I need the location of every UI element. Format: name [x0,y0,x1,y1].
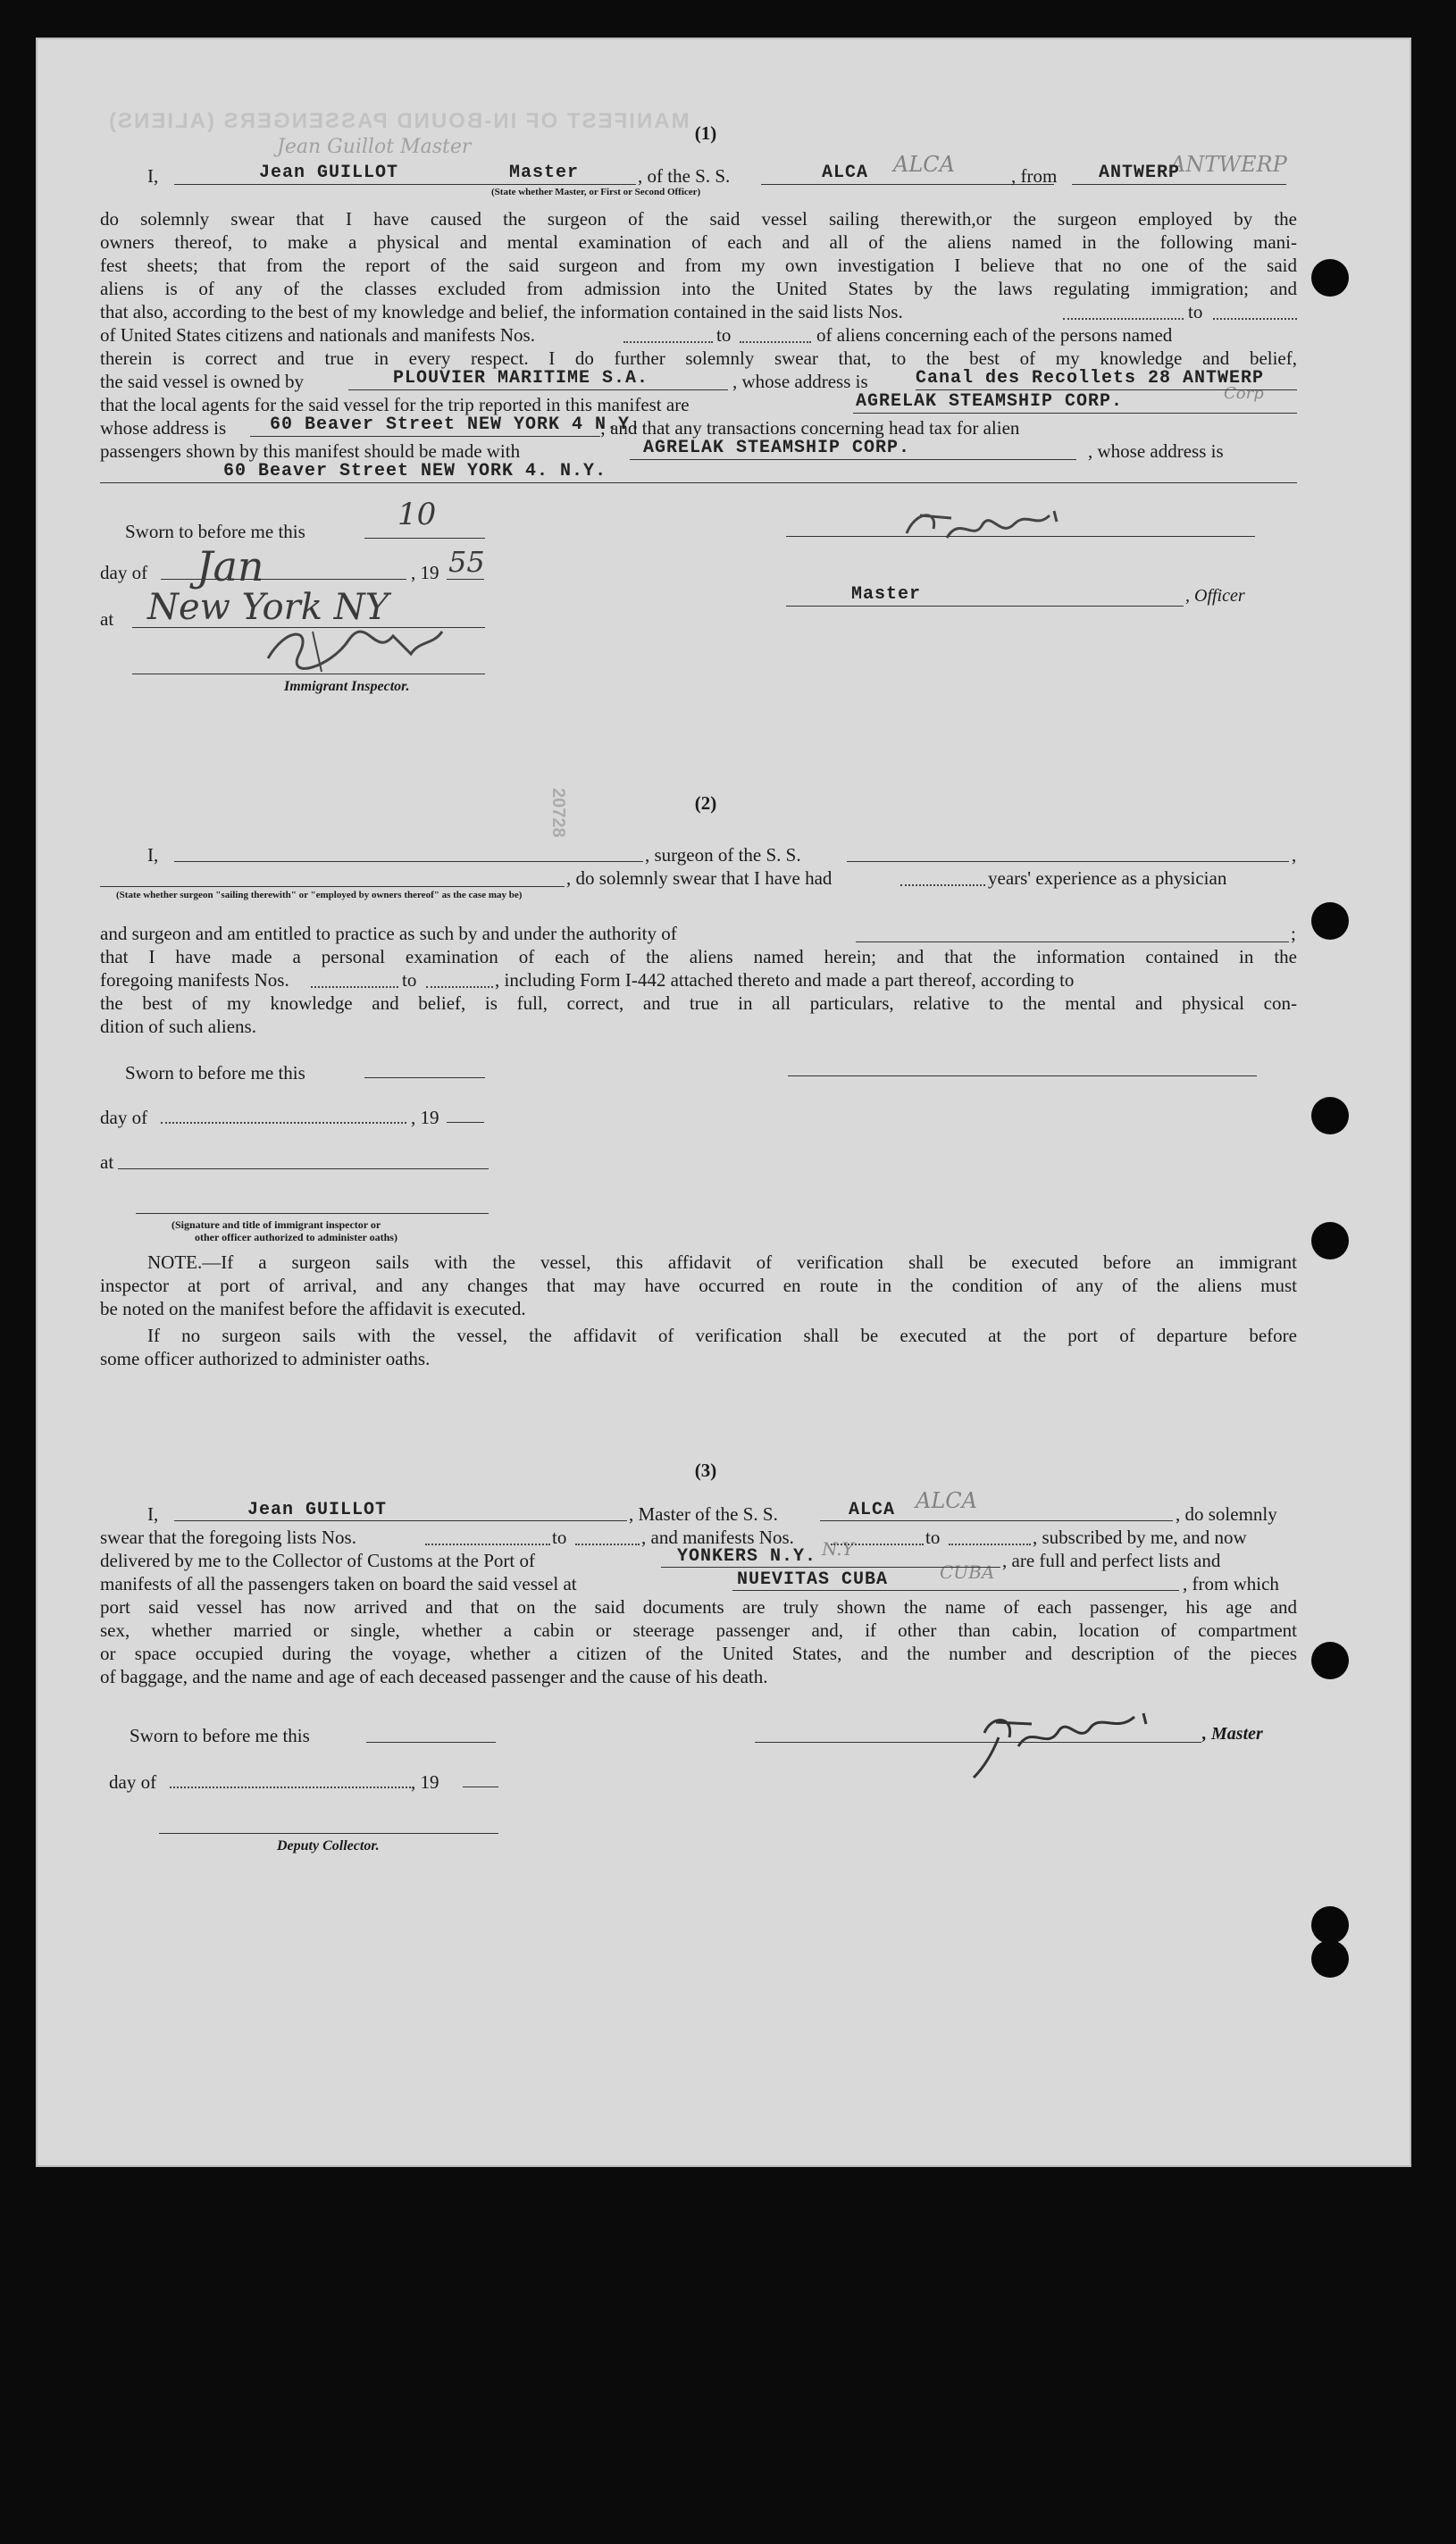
s3-day-of: day of [109,1771,157,1793]
s3-line-1b: to [552,1527,567,1548]
margin-stamp: 20728 [548,788,568,838]
s3-from-port-annotation: CUBA [940,1561,995,1583]
s1-name-line [174,184,636,185]
manifest-page [36,38,1411,2167]
s1-vessel-annotation: ALCA [893,152,955,177]
s3-sworn-day-line [366,1742,496,1743]
punch-hole [1311,1940,1349,1978]
s3-line-5: sex, whether married or single, whether a cabin or steerage passenger and, if other than cabin, location of compartment [100,1619,1297,1641]
s1-master-title-line [786,606,1184,607]
s1-sworn-day: 10 [397,497,437,532]
s1-line-5b: to [1188,301,1203,322]
s2-line-3c: , including Form I-442 attached thereto and made a part thereof, according to [495,969,1075,991]
punch-hole [1311,1906,1349,1944]
s2-vessel-line [847,861,1289,862]
s2-note-1: NOTE.—If a surgeon sails with the vessel, this affidavit of verification shall be executed before an immigrant [147,1251,1297,1273]
s3-line-1c: , and manifests Nos. [641,1527,794,1548]
s2-note-3: be noted on the manifest before the affidavit is executed. [100,1298,526,1319]
s3-lists-to-line [575,1544,640,1545]
s3-line-2b: , are full and perfect lists and [1002,1550,1221,1571]
s1-port-line [1072,184,1286,185]
punch-hole [1311,1097,1349,1134]
s1-at-place: New York NY [147,587,389,628]
section-2-number: (2) [694,792,717,814]
s1-port: ANTWERP [1099,163,1181,183]
punch-hole [1311,1222,1349,1259]
s2-state-note: (State whether surgeon "sailing therewith" or "employed by owners thereof" as the case may be) [116,890,523,900]
s3-port: YONKERS N.Y. [677,1546,817,1567]
s2-officer-line [136,1213,489,1214]
s1-line-7: therein is correct and true in every respect. I do further solemnly swear that, to the best of my knowledge and belief, [100,347,1297,369]
s2-line-5: dition of such aliens. [100,1016,256,1037]
s2-year: , 19 [411,1107,439,1128]
s2-status-line [100,886,565,887]
s1-tax-address: 60 Beaver Street NEW YORK 4. N.Y. [223,461,607,481]
s3-line-1e: , subscribed by me, and now [1033,1527,1247,1548]
s2-line-3a: foregoing manifests Nos. [100,969,289,991]
section-1-number: (1) [694,122,717,144]
s3-line-3b: , from which [1183,1573,1279,1594]
s3-manifests-to-line [949,1544,1031,1545]
s1-agent-line [853,413,1297,414]
s1-rank-note: (State whether Master, or First or Second Officer) [491,187,701,197]
s1-lists-to-line [1213,318,1297,320]
section-3-number: (3) [694,1460,717,1481]
s1-rank: Master [509,163,580,183]
s1-of-ss: , of the S. S. [638,165,731,187]
s1-line-10a: whose address is [100,417,227,439]
s3-master-of: , Master of the S. S. [629,1503,778,1525]
s3-name-line [174,1520,627,1521]
s2-line-2: that I have made a personal examination of each of the aliens named herein; and that the information contained in the [100,946,1297,967]
s1-year: 55 [448,545,485,579]
s3-vessel: ALCA [849,1500,896,1520]
s2-surgeon-of: , surgeon of the S. S. [645,844,801,866]
s1-inspector-label: Immigrant Inspector. [284,679,410,694]
s2-note-4: If no surgeon sails with the vessel, the affidavit of verification shall be executed at the port of departure before [147,1325,1297,1346]
s1-line-11b: , whose address is [1088,440,1224,462]
s2-year-line [447,1122,484,1123]
s2-manifests-to-line [426,986,493,988]
s1-agent: AGRELAK STEAMSHIP CORP. [856,391,1124,412]
s3-vessel-annotation: ALCA [916,1488,977,1513]
s1-line-3: fest sheets; that from the report of the said surgeon and from my own investigation I believe that no one of the said [100,255,1297,276]
s2-month-line [161,1122,406,1124]
s1-agent-annotation: Corp [1224,384,1264,403]
s3-sworn: Sworn to before me this [130,1725,310,1746]
s3-line-4: port said vessel has now arrived and that on the said documents are truly shown the name of each passenger, his age and [100,1596,1297,1618]
s2-sig-note-2: other officer authorized to administer oaths) [195,1231,397,1243]
s3-year: , 19 [411,1771,439,1793]
s1-line-1: do solemnly swear that I have caused the surgeon of the said vessel sailing therewith,or the surgeon employed by the [100,208,1297,230]
s3-deputy-label: Deputy Collector. [277,1838,380,1854]
s1-line-4: aliens is of any of the classes excluded from admission into the United States by the laws regulating immigration; and [100,278,1297,299]
s3-from-port-line [732,1590,1179,1591]
s1-line-6a: of United States citizens and nationals and manifests Nos. [100,324,535,346]
s2-line-1-end: ; [1291,923,1296,944]
s1-i: I, [147,165,159,187]
s1-owner-address: Canal des Recollets 28 ANTWERP [916,368,1265,389]
s1-line-6c: of aliens concerning each of the persons named [816,324,1173,346]
s1-month: Jan [197,542,264,590]
s3-i: I, [147,1503,159,1525]
s3-line-7: of baggage, and the name and age of each deceased passenger and the cause of his death. [100,1666,768,1687]
s2-sworn-day-line [364,1077,485,1078]
s1-day-of: day of [100,562,148,583]
s1-lists-from-line [1063,318,1184,320]
s1-from: , from [1011,165,1058,187]
s1-port-annotation: ANTWERP [1170,152,1287,177]
s3-master-label: , Master [1202,1724,1263,1744]
s1-year-line [447,579,484,580]
s1-vessel-line [761,184,1054,185]
s1-sworn: Sworn to before me this [125,521,305,542]
s2-swear: , do solemnly swear that I have had [566,867,833,889]
s1-agent-address-line [250,436,600,437]
s2-years-line [900,884,985,886]
s3-line-2a: delivered by me to the Collector of Customs at the Port of [100,1550,535,1571]
s1-at: at [100,608,114,630]
s3-lists-from-line [425,1544,550,1545]
punch-hole [1311,902,1349,940]
s3-vessel-line [820,1520,1173,1521]
s1-line-8b: , whose address is [732,371,868,392]
s1-master-label: Master [851,584,922,605]
s1-owner-line [348,389,728,390]
s1-manifests-to-line [740,341,811,343]
s1-sworn-day-line [364,538,485,539]
s1-line-5a: that also, according to the best of my knowledge and belief, the information contained in the said lists Nos. [100,301,903,322]
s1-line-6b: to [716,324,732,346]
s3-line-3a: manifests of all the passengers taken on board the said vessel at [100,1573,577,1594]
s3-line-1a: swear that the foregoing lists Nos. [100,1527,356,1548]
s1-line-2: owners thereof, to make a physical and mental examination of each and all of the aliens named in the following mani- [100,231,1297,253]
s1-tax-agent: AGRELAK STEAMSHIP CORP. [643,438,911,458]
s1-master-name: Jean GUILLOT [259,163,399,183]
master-signature-3 [965,1706,1170,1787]
s3-line-6: or space occupied during the voyage, whether a citizen of the United States, and the number and description of the pieces [100,1643,1297,1664]
s3-month-line [170,1787,411,1788]
s2-name-line [174,861,643,862]
s1-manifests-from-line [623,341,713,343]
punch-hole [1311,1642,1349,1679]
s2-surgeon-sig-line [788,1075,1257,1076]
s2-sig-note-1: (Signature and title of immigrant inspector or [172,1218,381,1231]
s1-line-8a: the said vessel is owned by [100,371,305,392]
s2-comma: , [1292,844,1297,866]
s2-at: at [100,1151,114,1173]
s3-line-1d: to [925,1527,941,1548]
s1-officer-label: , Officer [1185,586,1245,606]
s1-year-prefix: , 19 [411,562,439,583]
s1-master-sig-line [786,536,1255,537]
s3-port-annotation: N.Y [822,1538,854,1560]
s1-tax-address-line [100,482,1297,483]
s2-manifests-from-line [311,986,398,988]
bleed-through-header: MANIFEST OF IN-BOUND PASSENGERS (ALIENS) [107,109,690,133]
s2-at-line [118,1168,489,1169]
s1-agent-address: 60 Beaver Street NEW YORK 4 N.Y. [270,414,642,435]
s2-note-2: inspector at port of arrival, and any changes that may have occurred en route in the condition of any of the aliens must [100,1275,1297,1296]
s3-swear: , do solemnly [1176,1503,1277,1525]
s2-i: I, [147,844,159,866]
inspector-signature [259,623,456,676]
punch-hole [1311,259,1349,297]
s1-line-11a: passengers shown by this manifest should be made with [100,440,521,462]
s3-from-port: NUEVITAS CUBA [737,1569,889,1590]
s1-owner: PLOUVIER MARITIME S.A. [393,368,649,389]
s1-vessel: ALCA [822,163,869,183]
s2-line-3b: to [402,969,417,991]
s2-note-5: some officer authorized to administer oaths. [100,1348,431,1369]
faint-handwriting: Jean Guillot Master [277,136,472,158]
s1-line-9a: that the local agents for the said vessel for the trip reported in this manifest are [100,394,690,415]
s2-day-of: day of [100,1107,148,1128]
master-signature-1 [898,502,1076,556]
s2-sworn: Sworn to before me this [125,1062,305,1084]
s2-years: years' experience as a physician [988,867,1227,889]
s1-line-10b: ; and that any transactions concerning head tax for alien [600,417,1020,439]
s3-master-name: Jean GUILLOT [247,1500,388,1520]
s2-line-4: the best of my knowledge and belief, is full, correct, and true in all particulars, relative to the mental and physical con- [100,992,1297,1014]
s2-line-1: and surgeon and am entitled to practice as such by and under the authority of [100,923,677,944]
s3-deputy-line [159,1833,498,1834]
s1-tax-agent-line [630,459,1076,460]
s2-authority-line [856,941,1289,942]
